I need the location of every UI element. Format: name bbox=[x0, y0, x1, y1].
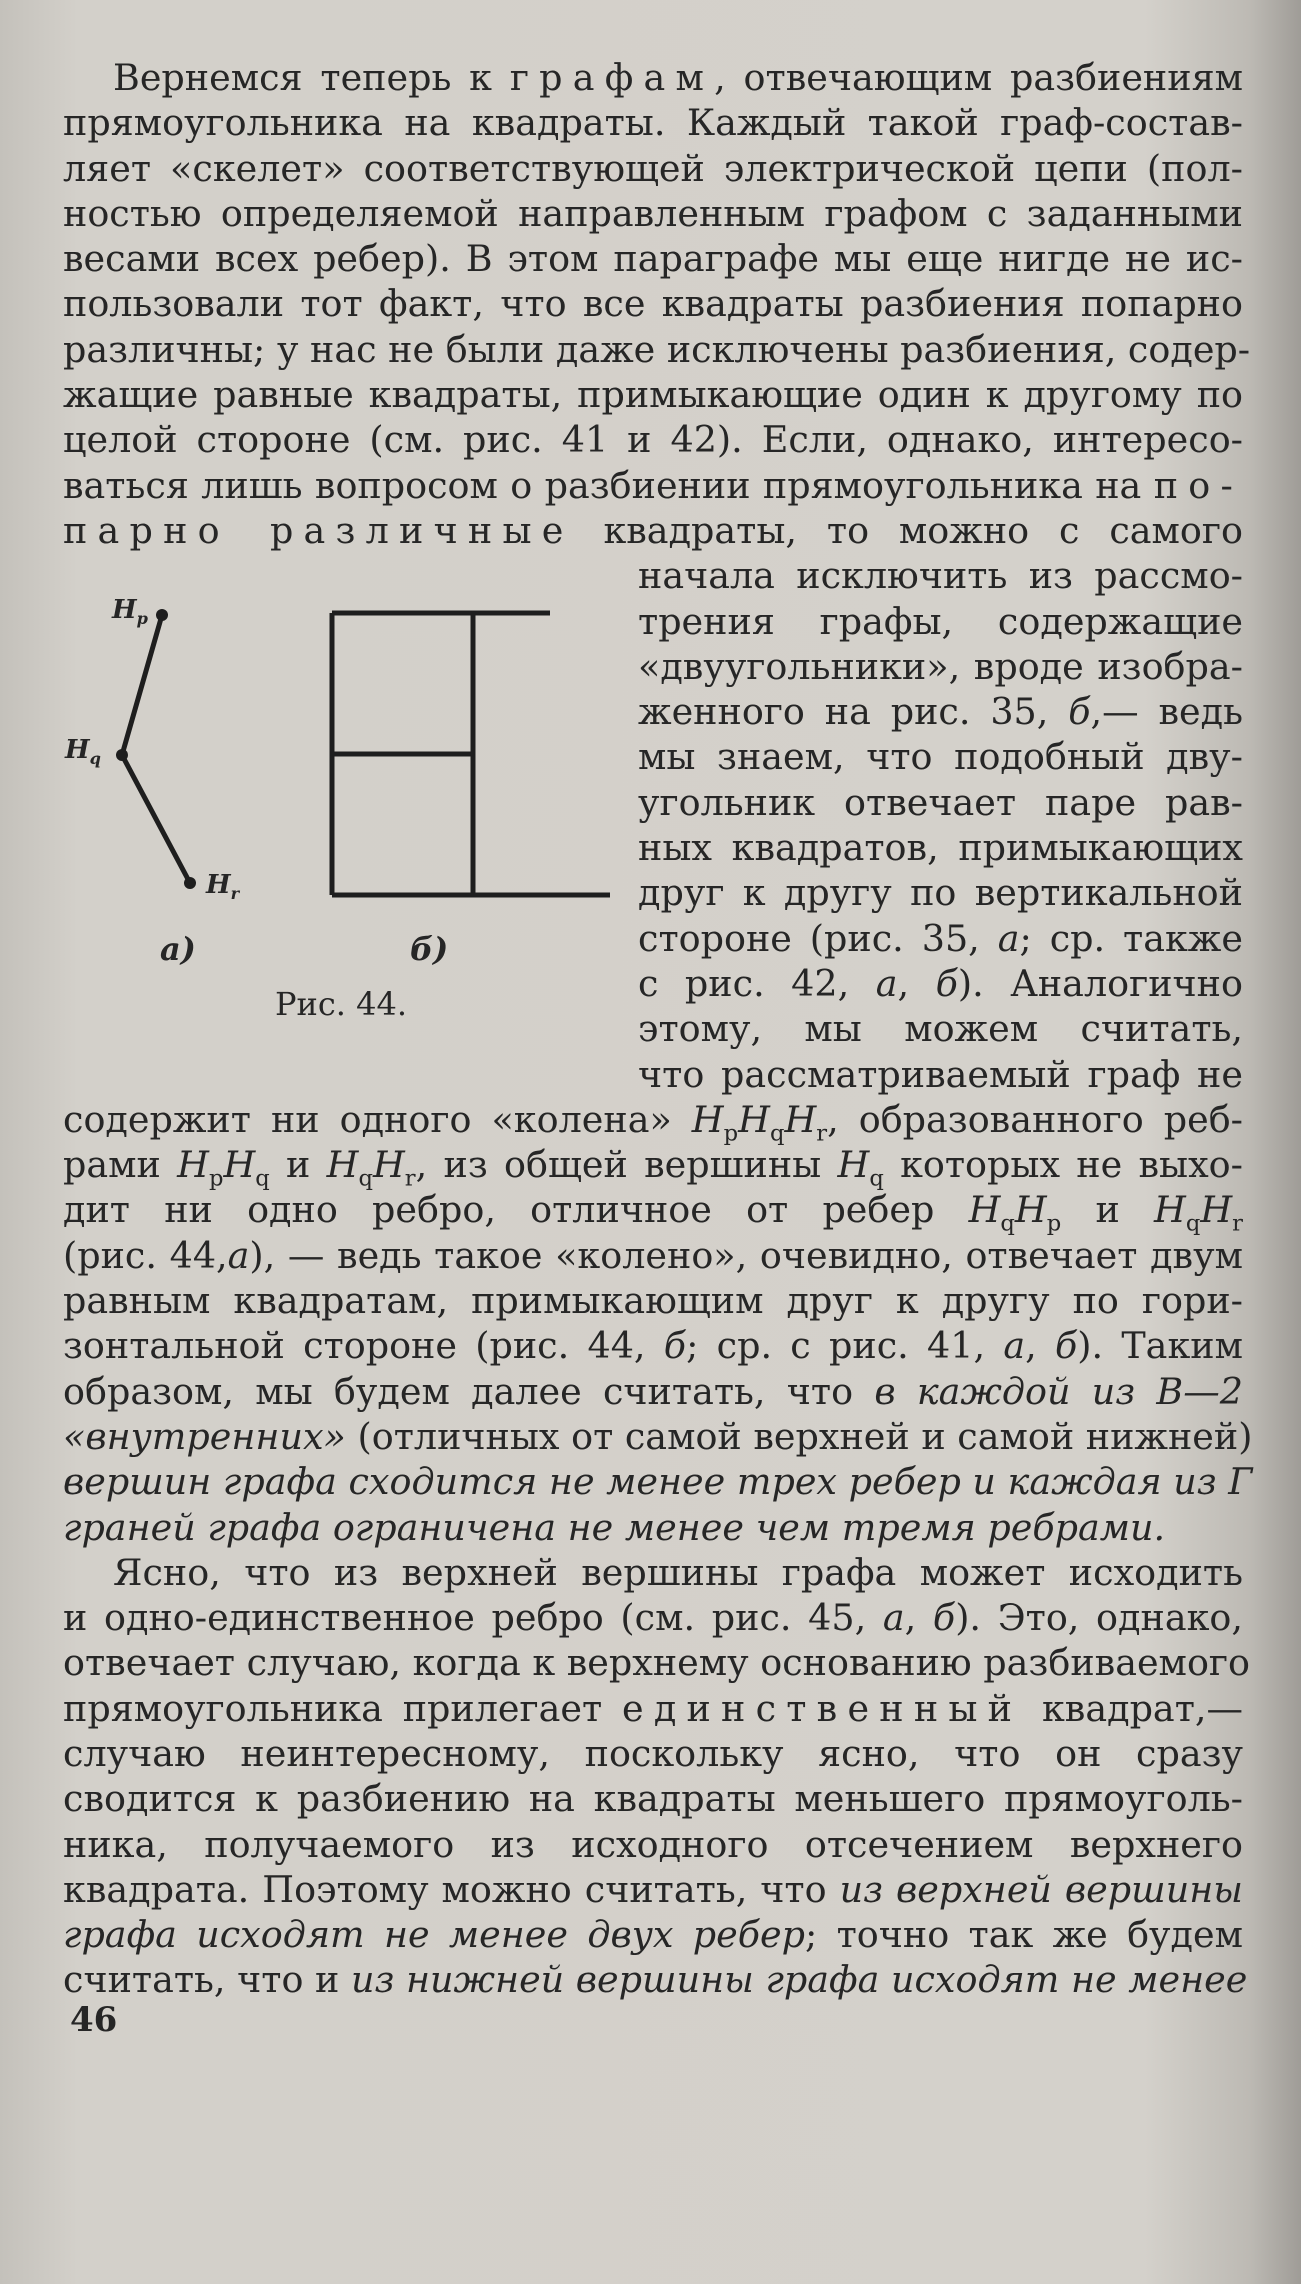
text-line bbox=[63, 55, 1243, 100]
text-run: что рассматриваемый граф не bbox=[638, 1052, 1243, 1096]
text-run: б bbox=[1068, 690, 1091, 734]
node-subscript: p bbox=[136, 609, 148, 629]
text-run: H bbox=[1200, 1188, 1233, 1232]
text-run: ваться лишь вопросом о разбиении прямоугольника на bbox=[63, 463, 1154, 507]
edge-hp-hq bbox=[122, 615, 162, 755]
text-line bbox=[638, 916, 1243, 961]
text-run: q bbox=[1185, 1210, 1201, 1237]
text-run: различны; у нас не были даже исключены разбиения, содер- bbox=[63, 327, 1251, 371]
text-run: r bbox=[404, 1165, 416, 1192]
text-line bbox=[63, 1369, 1243, 1414]
label-hq bbox=[65, 735, 101, 769]
text-line bbox=[63, 236, 1243, 281]
text-run: прямоугольника на квадраты. Каждый такой граф-состав- bbox=[63, 101, 1243, 145]
text-run: , bbox=[904, 1596, 933, 1640]
text-run: пользовали тот факт, что все квадраты разбиения попарно bbox=[63, 282, 1243, 326]
text-line bbox=[638, 553, 1243, 598]
text-run: а bbox=[1003, 1324, 1026, 1368]
text-run: из нижней вершины графа исходят не менее bbox=[350, 1958, 1248, 2002]
text-run: по- bbox=[1153, 463, 1243, 507]
text-run: H bbox=[1154, 1188, 1186, 1232]
node-subscript: r bbox=[230, 884, 240, 904]
text-run: равным квадратам, примыкающим друг к другу по гори- bbox=[63, 1279, 1243, 1323]
text-line bbox=[63, 372, 1243, 417]
text-run: Вернемся теперь к bbox=[113, 56, 510, 99]
text-run: q bbox=[358, 1165, 373, 1192]
text-run: в каждой из В—2 bbox=[874, 1369, 1243, 1413]
text-run: H bbox=[837, 1143, 870, 1187]
text-run: и bbox=[269, 1143, 327, 1187]
text-run: r bbox=[1232, 1210, 1243, 1237]
text-run: считать, что и bbox=[63, 1958, 351, 2002]
text-run: q bbox=[869, 1165, 884, 1192]
text-run: ; ср. также bbox=[1019, 916, 1243, 960]
text-line bbox=[63, 417, 1243, 462]
label-hp-text: $H_p$ bbox=[112, 595, 148, 629]
text-run: мы знаем, что подобный дву- bbox=[638, 735, 1243, 779]
text-run: p bbox=[1046, 1210, 1062, 1237]
vertex-hp bbox=[156, 609, 168, 621]
text-run: H bbox=[177, 1143, 209, 1187]
text-run: жащие равные квадраты, примыкающие один к другому по bbox=[63, 373, 1243, 417]
text-line bbox=[638, 1052, 1243, 1097]
text-run: q bbox=[255, 1165, 270, 1192]
text-run: единственный bbox=[622, 1686, 1023, 1730]
text-run: прямоугольника прилегает bbox=[63, 1686, 622, 1730]
text-line bbox=[638, 599, 1243, 644]
text-run: ), — ведь такое «колено», очевидно, отвечает двум bbox=[249, 1233, 1243, 1277]
text-run: (рис. 44, bbox=[63, 1233, 228, 1277]
node-subscript: q bbox=[89, 749, 101, 769]
text-line bbox=[63, 508, 1243, 553]
text-run: , из общей вершины bbox=[415, 1143, 838, 1187]
text-run: сводится к разбиению на квадраты меньшего прямоуголь- bbox=[63, 1777, 1243, 1821]
text-run: б bbox=[932, 1596, 956, 1640]
text-run: б bbox=[935, 961, 958, 1005]
text-run: ). Это, однако, bbox=[955, 1596, 1243, 1640]
text-run: парно различные bbox=[63, 508, 574, 552]
text-run: квадраты, то можно с самого bbox=[573, 508, 1243, 552]
text-run: дит ни одно ребро, отличное от ребер bbox=[63, 1188, 969, 1232]
text-line bbox=[63, 1142, 1243, 1192]
label-hr-text: $H_r$ bbox=[206, 870, 240, 904]
text-run: ,— ведь bbox=[1090, 690, 1243, 734]
vertex-hq bbox=[116, 749, 128, 761]
text-run: случаю неинтереcному, поскольку ясно, что он сразу bbox=[63, 1731, 1243, 1775]
text-run: вершин графа сходится не менее трех ребер и каждая из Г bbox=[63, 1460, 1253, 1504]
text-line bbox=[63, 1278, 1243, 1323]
text-line bbox=[63, 1550, 1243, 1595]
text-run: а bbox=[997, 916, 1020, 960]
text-run: H bbox=[691, 1097, 724, 1141]
text-run: ных квадратов, примыкающих bbox=[638, 826, 1243, 870]
label-hr bbox=[206, 870, 240, 904]
text-run: друг к другу по вертикальной bbox=[638, 871, 1243, 915]
text-line bbox=[63, 191, 1243, 236]
text-line bbox=[638, 689, 1243, 734]
text-run: ника, получаемого из исходного отсечением верхнего bbox=[63, 1822, 1243, 1866]
text-run: стороне (рис. 35, bbox=[638, 916, 998, 960]
text-run: , bbox=[1025, 1324, 1055, 1368]
text-run: трения графы, содержащие bbox=[638, 599, 1243, 643]
paragraph-2 bbox=[63, 1550, 1251, 2003]
text-line bbox=[63, 1459, 1253, 1504]
text-run: ; ср. с рис. 41, bbox=[686, 1324, 1004, 1368]
text-line bbox=[63, 1187, 1243, 1237]
text-line bbox=[63, 1867, 1243, 1912]
text-run: H bbox=[738, 1097, 770, 1141]
text-line bbox=[638, 644, 1243, 689]
text-run: начала исключить из рассмо- bbox=[638, 554, 1243, 598]
text-run: H bbox=[968, 1188, 1001, 1232]
text-run: этому, мы можем считать, bbox=[638, 1007, 1243, 1051]
text-line bbox=[638, 780, 1243, 825]
text-line bbox=[63, 1686, 1243, 1731]
text-run: ). Таким bbox=[1077, 1324, 1243, 1368]
text-run: графа исходят не менее двух ребер bbox=[63, 1913, 805, 1957]
graph-knee bbox=[122, 615, 190, 883]
text-run: отвечает случаю, когда к верхнему основанию разбиваемого bbox=[63, 1641, 1251, 1685]
text-line bbox=[63, 146, 1243, 191]
text-run: рами bbox=[63, 1143, 178, 1187]
text-line bbox=[638, 734, 1243, 779]
text-run: ; точно так же будем bbox=[804, 1913, 1243, 1957]
text-run: весами всех ребер). В этом параграфе мы еще нигде не ис- bbox=[63, 237, 1243, 281]
text-run: с рис. 42, bbox=[638, 961, 876, 1005]
text-line bbox=[63, 1323, 1243, 1368]
figure-caption: Рис. 44. bbox=[275, 985, 408, 1023]
subfigure-label-b: б) bbox=[410, 930, 449, 968]
text-run: из верхней вершины bbox=[839, 1867, 1243, 1911]
figure-44 bbox=[65, 565, 670, 1035]
text-run: которых не выхо- bbox=[883, 1143, 1243, 1187]
text-run: H bbox=[372, 1143, 405, 1187]
text-run: ). Аналогично bbox=[957, 961, 1243, 1005]
text-run: «внутренних» bbox=[63, 1414, 346, 1458]
text-run: , отвечающим разбиениям bbox=[714, 56, 1243, 99]
text-run: и bbox=[1061, 1188, 1154, 1232]
page-number: 46 bbox=[70, 2000, 118, 2040]
text-line bbox=[63, 1505, 1243, 1550]
text-run: б bbox=[663, 1324, 687, 1368]
text-line bbox=[63, 281, 1243, 326]
text-run: H bbox=[784, 1097, 817, 1141]
label-hq-text: $H_q$ bbox=[65, 735, 101, 769]
text-run: содержит ни одного «колена» bbox=[63, 1097, 692, 1141]
text-line bbox=[63, 1233, 1243, 1278]
text-run: целой стороне (см. рис. 41 и 42). Если, однако, интересо- bbox=[63, 418, 1243, 462]
text-run: образом, мы будем далее считать, что bbox=[63, 1369, 875, 1413]
text-run: q bbox=[769, 1120, 785, 1147]
text-run: и одно-единственное ребро (см. рис. 45, bbox=[63, 1596, 883, 1640]
text-line bbox=[63, 1097, 1243, 1147]
text-line bbox=[63, 1822, 1243, 1867]
two-equal-squares bbox=[332, 613, 610, 895]
text-run: а bbox=[227, 1233, 250, 1277]
text-line bbox=[63, 1957, 1248, 2002]
text-run: (отличных от самой верхней и самой нижней) bbox=[345, 1414, 1253, 1458]
text-run: q bbox=[1000, 1210, 1015, 1237]
text-run: ностью определяемой направленным графом с заданными bbox=[63, 191, 1243, 235]
edge-hq-hr bbox=[122, 755, 190, 883]
text-run: б bbox=[1054, 1324, 1078, 1368]
subfigure-label-a: а) bbox=[160, 930, 196, 968]
text-run: угольник отвечает паре рав- bbox=[638, 780, 1243, 824]
text-line bbox=[63, 1776, 1243, 1821]
text-run: квадрат,— bbox=[1022, 1686, 1243, 1730]
text-run: а bbox=[875, 961, 898, 1005]
text-line bbox=[63, 1414, 1253, 1459]
text-line bbox=[63, 327, 1251, 372]
text-run: H bbox=[223, 1143, 256, 1187]
text-line bbox=[638, 870, 1243, 915]
text-run: , bbox=[897, 961, 936, 1005]
text-run: женного на рис. 35, bbox=[638, 690, 1069, 734]
text-run: ляет «скелет» соответствующей электрической цепи (пол- bbox=[63, 146, 1243, 190]
text-line bbox=[63, 463, 1243, 508]
text-run: квадрата. Поэтому можно считать, что bbox=[63, 1867, 840, 1911]
text-run: H bbox=[1014, 1188, 1047, 1232]
text-line bbox=[63, 1640, 1251, 1685]
figure-44-drawing bbox=[110, 565, 670, 985]
text-line bbox=[63, 1595, 1243, 1640]
text-run: зонтальной стороне (рис. 44, bbox=[63, 1324, 664, 1368]
text-run: Ясно, что из верхней вершины графа может исходить bbox=[113, 1550, 1243, 1594]
text-run: графам bbox=[509, 56, 715, 99]
text-line bbox=[638, 825, 1243, 870]
text-run: «двуугольники», вроде изобра- bbox=[638, 644, 1243, 688]
text-run: r bbox=[816, 1120, 828, 1147]
text-run: а bbox=[882, 1596, 905, 1640]
text-run: , образованного реб- bbox=[827, 1097, 1243, 1141]
text-line bbox=[638, 961, 1243, 1006]
vertex-hr bbox=[184, 877, 196, 889]
text-run: p bbox=[723, 1120, 739, 1147]
text-run: H bbox=[326, 1143, 359, 1187]
text-line bbox=[63, 1912, 1243, 1957]
text-run: граней графа ограничена не менее чем тремя ребрами. bbox=[63, 1505, 1166, 1549]
text-line bbox=[638, 1006, 1243, 1051]
label-hp bbox=[112, 595, 148, 629]
text-line bbox=[63, 1731, 1243, 1776]
text-line bbox=[63, 100, 1243, 145]
text-run: p bbox=[208, 1165, 224, 1192]
